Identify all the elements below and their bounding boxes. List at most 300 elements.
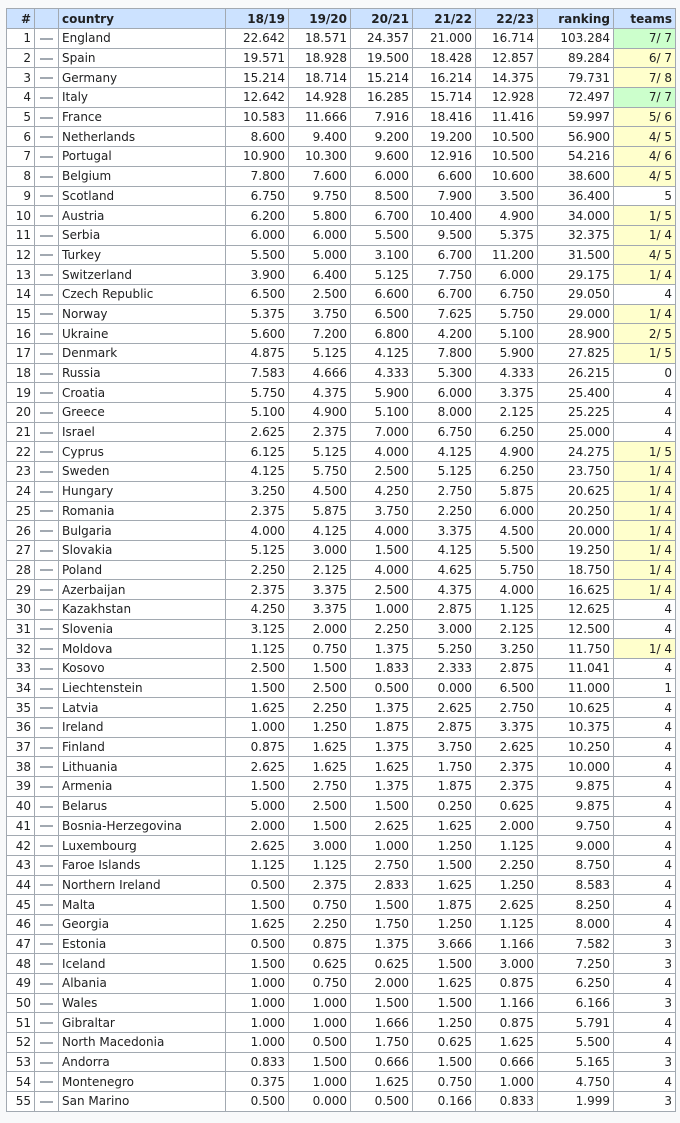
rank-cell: 36 (7, 718, 35, 738)
season-18-19-cell: 4.875 (226, 344, 289, 364)
rank-cell: 22 (7, 442, 35, 462)
no-change-icon (40, 1042, 53, 1044)
season-18-19-cell: 0.375 (226, 1072, 289, 1092)
rank-cell: 7 (7, 147, 35, 167)
season-21-22-cell: 4.625 (413, 560, 476, 580)
change-cell (35, 107, 59, 127)
change-cell (35, 88, 59, 108)
rank-cell: 27 (7, 540, 35, 560)
season-20-21-cell: 4.000 (351, 521, 413, 541)
season-19-20-cell: 3.000 (289, 540, 351, 560)
no-change-icon (40, 274, 53, 276)
change-cell (35, 796, 59, 816)
header-season-19-20[interactable]: 19/20 (289, 9, 351, 29)
rank-cell: 46 (7, 914, 35, 934)
season-20-21-cell: 2.500 (351, 580, 413, 600)
season-21-22-cell: 3.750 (413, 737, 476, 757)
header-rank[interactable]: # (7, 9, 35, 29)
no-change-icon (40, 766, 53, 768)
no-change-icon (40, 294, 53, 296)
rank-cell: 20 (7, 403, 35, 423)
season-18-19-cell: 1.000 (226, 993, 289, 1013)
header-season-21-22[interactable]: 21/22 (413, 9, 476, 29)
season-21-22-cell: 9.500 (413, 225, 476, 245)
season-20-21-cell: 1.666 (351, 1013, 413, 1033)
season-18-19-cell: 0.833 (226, 1052, 289, 1072)
country-cell: Belgium (59, 166, 226, 186)
rank-cell: 16 (7, 324, 35, 344)
table-row (7, 1052, 676, 1072)
season-19-20-cell: 5.000 (289, 245, 351, 265)
season-21-22-cell: 4.200 (413, 324, 476, 344)
season-21-22-cell: 4.125 (413, 442, 476, 462)
season-18-19-cell: 2.250 (226, 560, 289, 580)
season-19-20-cell: 1.625 (289, 757, 351, 777)
table-row (7, 462, 676, 482)
change-cell (35, 895, 59, 915)
country-cell: Russia (59, 363, 226, 383)
no-change-icon (40, 235, 53, 237)
change-cell (35, 225, 59, 245)
season-20-21-cell: 3.750 (351, 501, 413, 521)
ranking-cell: 8.583 (538, 875, 614, 895)
no-change-icon (40, 806, 53, 808)
ranking-cell: 27.825 (538, 344, 614, 364)
season-20-21-cell: 1.000 (351, 836, 413, 856)
season-19-20-cell: 0.750 (289, 895, 351, 915)
ranking-cell: 4.750 (538, 1072, 614, 1092)
season-19-20-cell: 2.375 (289, 875, 351, 895)
teams-cell: 4 (614, 796, 676, 816)
season-22-23-cell: 2.625 (476, 737, 538, 757)
season-20-21-cell: 9.200 (351, 127, 413, 147)
season-21-22-cell: 1.875 (413, 777, 476, 797)
change-cell (35, 718, 59, 738)
teams-cell: 4 (614, 777, 676, 797)
teams-cell: 4 (614, 1033, 676, 1053)
change-cell (35, 934, 59, 954)
teams-cell: 4 (614, 659, 676, 679)
change-cell (35, 816, 59, 836)
season-20-21-cell: 5.900 (351, 383, 413, 403)
teams-cell: 4 (614, 875, 676, 895)
change-cell (35, 737, 59, 757)
teams-cell: 1/ 4 (614, 521, 676, 541)
season-20-21-cell: 15.214 (351, 68, 413, 88)
ranking-cell: 25.000 (538, 422, 614, 442)
season-21-22-cell: 5.125 (413, 462, 476, 482)
country-cell: North Macedonia (59, 1033, 226, 1053)
rank-cell: 34 (7, 678, 35, 698)
season-19-20-cell: 1.000 (289, 1072, 351, 1092)
season-18-19-cell: 5.125 (226, 540, 289, 560)
no-change-icon (40, 1022, 53, 1024)
ranking-cell: 16.625 (538, 580, 614, 600)
season-20-21-cell: 16.285 (351, 88, 413, 108)
season-18-19-cell: 2.500 (226, 659, 289, 679)
rank-cell: 44 (7, 875, 35, 895)
country-cell: Portugal (59, 147, 226, 167)
season-18-19-cell: 1.125 (226, 855, 289, 875)
ranking-cell: 20.250 (538, 501, 614, 521)
rank-cell: 19 (7, 383, 35, 403)
table-row (7, 599, 676, 619)
season-22-23-cell: 0.833 (476, 1092, 538, 1112)
rank-cell: 4 (7, 88, 35, 108)
season-22-23-cell: 2.125 (476, 619, 538, 639)
season-22-23-cell: 1.166 (476, 934, 538, 954)
season-20-21-cell: 24.357 (351, 29, 413, 49)
no-change-icon (40, 491, 53, 493)
season-18-19-cell: 6.750 (226, 186, 289, 206)
season-22-23-cell: 3.375 (476, 718, 538, 738)
season-22-23-cell: 6.250 (476, 462, 538, 482)
ranking-cell: 18.750 (538, 560, 614, 580)
rank-cell: 29 (7, 580, 35, 600)
season-20-21-cell: 1.833 (351, 659, 413, 679)
season-18-19-cell: 6.125 (226, 442, 289, 462)
season-19-20-cell: 1.500 (289, 1052, 351, 1072)
table-row (7, 147, 676, 167)
teams-cell: 4 (614, 698, 676, 718)
header-season-20-21[interactable]: 20/21 (351, 9, 413, 29)
table-row (7, 737, 676, 757)
header-country[interactable]: country (59, 9, 226, 29)
season-20-21-cell: 6.700 (351, 206, 413, 226)
change-cell (35, 1052, 59, 1072)
rank-cell: 51 (7, 1013, 35, 1033)
change-cell (35, 284, 59, 304)
season-21-22-cell: 3.666 (413, 934, 476, 954)
table-row (7, 993, 676, 1013)
season-20-21-cell: 0.625 (351, 954, 413, 974)
season-19-20-cell: 1.000 (289, 1013, 351, 1033)
rank-cell: 43 (7, 855, 35, 875)
season-20-21-cell: 0.666 (351, 1052, 413, 1072)
ranking-cell: 103.284 (538, 29, 614, 49)
teams-cell: 2/ 5 (614, 324, 676, 344)
season-20-21-cell: 1.375 (351, 698, 413, 718)
no-change-icon (40, 392, 53, 394)
change-cell (35, 304, 59, 324)
country-cell: Slovakia (59, 540, 226, 560)
rank-cell: 54 (7, 1072, 35, 1092)
season-21-22-cell: 1.500 (413, 855, 476, 875)
season-19-20-cell: 5.875 (289, 501, 351, 521)
season-22-23-cell: 4.333 (476, 363, 538, 383)
ranking-cell: 9.875 (538, 796, 614, 816)
season-21-22-cell: 1.625 (413, 816, 476, 836)
teams-cell: 5 (614, 186, 676, 206)
change-cell (35, 974, 59, 994)
season-22-23-cell: 2.125 (476, 403, 538, 423)
season-19-20-cell: 14.928 (289, 88, 351, 108)
country-cell: Albania (59, 974, 226, 994)
season-21-22-cell: 19.200 (413, 127, 476, 147)
change-cell (35, 855, 59, 875)
ranking-cell: 10.000 (538, 757, 614, 777)
season-20-21-cell: 2.750 (351, 855, 413, 875)
ranking-cell: 31.500 (538, 245, 614, 265)
ranking-cell: 11.000 (538, 678, 614, 698)
change-cell (35, 481, 59, 501)
season-19-20-cell: 0.875 (289, 934, 351, 954)
season-22-23-cell: 6.000 (476, 265, 538, 285)
teams-cell: 1 (614, 678, 676, 698)
ranking-cell: 5.500 (538, 1033, 614, 1053)
season-18-19-cell: 5.100 (226, 403, 289, 423)
season-19-20-cell: 2.500 (289, 678, 351, 698)
ranking-cell: 5.165 (538, 1052, 614, 1072)
table-row (7, 403, 676, 423)
no-change-icon (40, 924, 53, 926)
table-row (7, 521, 676, 541)
season-19-20-cell: 10.300 (289, 147, 351, 167)
season-18-19-cell: 6.200 (226, 206, 289, 226)
table-row (7, 836, 676, 856)
season-22-23-cell: 6.250 (476, 422, 538, 442)
season-19-20-cell: 7.600 (289, 166, 351, 186)
season-20-21-cell: 6.000 (351, 166, 413, 186)
no-change-icon (40, 1101, 53, 1103)
no-change-icon (40, 786, 53, 788)
rank-cell: 11 (7, 225, 35, 245)
change-cell (35, 501, 59, 521)
season-22-23-cell: 5.875 (476, 481, 538, 501)
season-21-22-cell: 7.750 (413, 265, 476, 285)
country-cell: Switzerland (59, 265, 226, 285)
teams-cell: 1/ 5 (614, 344, 676, 364)
season-20-21-cell: 4.250 (351, 481, 413, 501)
ranking-cell: 25.400 (538, 383, 614, 403)
season-22-23-cell: 5.750 (476, 560, 538, 580)
no-change-icon (40, 432, 53, 434)
teams-cell: 7/ 7 (614, 29, 676, 49)
header-season-22-23[interactable]: 22/23 (476, 9, 538, 29)
ranking-cell: 11.750 (538, 639, 614, 659)
season-18-19-cell: 4.250 (226, 599, 289, 619)
rank-cell: 40 (7, 796, 35, 816)
header-teams[interactable]: teams (614, 9, 676, 29)
rank-cell: 42 (7, 836, 35, 856)
change-cell (35, 29, 59, 49)
ranking-cell: 59.997 (538, 107, 614, 127)
season-21-22-cell: 1.250 (413, 836, 476, 856)
teams-cell: 4 (614, 619, 676, 639)
season-19-20-cell: 2.250 (289, 698, 351, 718)
season-18-19-cell: 3.900 (226, 265, 289, 285)
teams-cell: 1/ 4 (614, 540, 676, 560)
season-19-20-cell: 6.000 (289, 225, 351, 245)
season-19-20-cell: 4.666 (289, 363, 351, 383)
season-21-22-cell: 1.625 (413, 974, 476, 994)
season-22-23-cell: 10.600 (476, 166, 538, 186)
no-change-icon (40, 1003, 53, 1005)
no-change-icon (40, 1062, 53, 1064)
country-cell: Italy (59, 88, 226, 108)
teams-cell: 1/ 5 (614, 442, 676, 462)
rank-cell: 35 (7, 698, 35, 718)
no-change-icon (40, 530, 53, 532)
season-18-19-cell: 0.500 (226, 875, 289, 895)
season-18-19-cell: 22.642 (226, 29, 289, 49)
country-cell: Finland (59, 737, 226, 757)
season-21-22-cell: 6.600 (413, 166, 476, 186)
season-18-19-cell: 1.500 (226, 895, 289, 915)
season-19-20-cell: 11.666 (289, 107, 351, 127)
country-cell: Montenegro (59, 1072, 226, 1092)
ranking-cell: 20.625 (538, 481, 614, 501)
season-22-23-cell: 6.750 (476, 284, 538, 304)
change-cell (35, 68, 59, 88)
season-19-20-cell: 9.750 (289, 186, 351, 206)
country-cell: Latvia (59, 698, 226, 718)
season-22-23-cell: 4.900 (476, 442, 538, 462)
ranking-cell: 38.600 (538, 166, 614, 186)
season-22-23-cell: 1.000 (476, 1072, 538, 1092)
season-18-19-cell: 1.500 (226, 777, 289, 797)
season-21-22-cell: 7.625 (413, 304, 476, 324)
table-row (7, 107, 676, 127)
country-cell: Luxembourg (59, 836, 226, 856)
season-20-21-cell: 4.333 (351, 363, 413, 383)
season-18-19-cell: 19.571 (226, 48, 289, 68)
no-change-icon (40, 707, 53, 709)
season-20-21-cell: 1.500 (351, 796, 413, 816)
season-21-22-cell: 1.250 (413, 1013, 476, 1033)
rank-cell: 25 (7, 501, 35, 521)
season-22-23-cell: 2.750 (476, 698, 538, 718)
season-21-22-cell: 12.916 (413, 147, 476, 167)
season-20-21-cell: 6.500 (351, 304, 413, 324)
season-19-20-cell: 2.250 (289, 914, 351, 934)
rank-cell: 6 (7, 127, 35, 147)
season-19-20-cell: 2.750 (289, 777, 351, 797)
no-change-icon (40, 904, 53, 906)
season-18-19-cell: 8.600 (226, 127, 289, 147)
season-22-23-cell: 2.000 (476, 816, 538, 836)
no-change-icon (40, 943, 53, 945)
table-row (7, 816, 676, 836)
teams-cell: 6/ 7 (614, 48, 676, 68)
season-21-22-cell: 0.625 (413, 1033, 476, 1053)
ranking-cell: 32.375 (538, 225, 614, 245)
change-cell (35, 619, 59, 639)
season-18-19-cell: 5.000 (226, 796, 289, 816)
teams-cell: 3 (614, 993, 676, 1013)
rank-cell: 45 (7, 895, 35, 915)
season-21-22-cell: 0.166 (413, 1092, 476, 1112)
rank-cell: 3 (7, 68, 35, 88)
ranking-cell: 29.000 (538, 304, 614, 324)
teams-cell: 4 (614, 284, 676, 304)
season-20-21-cell: 2.625 (351, 816, 413, 836)
season-18-19-cell: 5.375 (226, 304, 289, 324)
season-21-22-cell: 6.000 (413, 383, 476, 403)
country-cell: Azerbaijan (59, 580, 226, 600)
country-cell: Andorra (59, 1052, 226, 1072)
no-change-icon (40, 117, 53, 119)
teams-cell: 1/ 4 (614, 304, 676, 324)
rank-cell: 39 (7, 777, 35, 797)
header-ranking[interactable]: ranking (538, 9, 614, 29)
teams-cell: 4 (614, 1072, 676, 1092)
season-19-20-cell: 1.125 (289, 855, 351, 875)
country-cell: France (59, 107, 226, 127)
season-22-23-cell: 1.125 (476, 599, 538, 619)
no-change-icon (40, 373, 53, 375)
change-cell (35, 1092, 59, 1112)
season-22-23-cell: 1.625 (476, 1033, 538, 1053)
season-21-22-cell: 10.400 (413, 206, 476, 226)
season-22-23-cell: 5.750 (476, 304, 538, 324)
rank-cell: 13 (7, 265, 35, 285)
ranking-cell: 79.731 (538, 68, 614, 88)
no-change-icon (40, 136, 53, 138)
country-cell: Norway (59, 304, 226, 324)
season-19-20-cell: 1.625 (289, 737, 351, 757)
season-19-20-cell: 0.625 (289, 954, 351, 974)
season-18-19-cell: 1.000 (226, 974, 289, 994)
change-cell (35, 1033, 59, 1053)
change-cell (35, 521, 59, 541)
change-cell (35, 422, 59, 442)
rank-cell: 28 (7, 560, 35, 580)
no-change-icon (40, 628, 53, 630)
teams-cell: 1/ 5 (614, 206, 676, 226)
country-cell: Belarus (59, 796, 226, 816)
teams-cell: 1/ 4 (614, 639, 676, 659)
season-18-19-cell: 1.000 (226, 1033, 289, 1053)
ranking-cell: 34.000 (538, 206, 614, 226)
table-row (7, 560, 676, 580)
ranking-cell: 25.225 (538, 403, 614, 423)
table-row (7, 383, 676, 403)
season-19-20-cell: 5.800 (289, 206, 351, 226)
season-18-19-cell: 2.375 (226, 580, 289, 600)
season-22-23-cell: 3.375 (476, 383, 538, 403)
change-cell (35, 344, 59, 364)
season-21-22-cell: 3.375 (413, 521, 476, 541)
season-18-19-cell: 1.000 (226, 718, 289, 738)
season-21-22-cell: 5.250 (413, 639, 476, 659)
table-row (7, 225, 676, 245)
country-cell: Serbia (59, 225, 226, 245)
no-change-icon (40, 195, 53, 197)
change-cell (35, 875, 59, 895)
table-row (7, 422, 676, 442)
season-20-21-cell: 6.600 (351, 284, 413, 304)
season-21-22-cell: 0.000 (413, 678, 476, 698)
season-21-22-cell: 15.714 (413, 88, 476, 108)
season-18-19-cell: 10.583 (226, 107, 289, 127)
table-row (7, 501, 676, 521)
no-change-icon (40, 510, 53, 512)
season-20-21-cell: 1.625 (351, 1072, 413, 1092)
teams-cell: 4 (614, 718, 676, 738)
header-season-18-19[interactable]: 18/19 (226, 9, 289, 29)
teams-cell: 1/ 4 (614, 481, 676, 501)
season-20-21-cell: 4.000 (351, 560, 413, 580)
change-cell (35, 147, 59, 167)
season-18-19-cell: 7.583 (226, 363, 289, 383)
table-row (7, 698, 676, 718)
no-change-icon (40, 865, 53, 867)
change-cell (35, 560, 59, 580)
no-change-icon (40, 668, 53, 670)
season-18-19-cell: 5.600 (226, 324, 289, 344)
ranking-cell: 10.625 (538, 698, 614, 718)
